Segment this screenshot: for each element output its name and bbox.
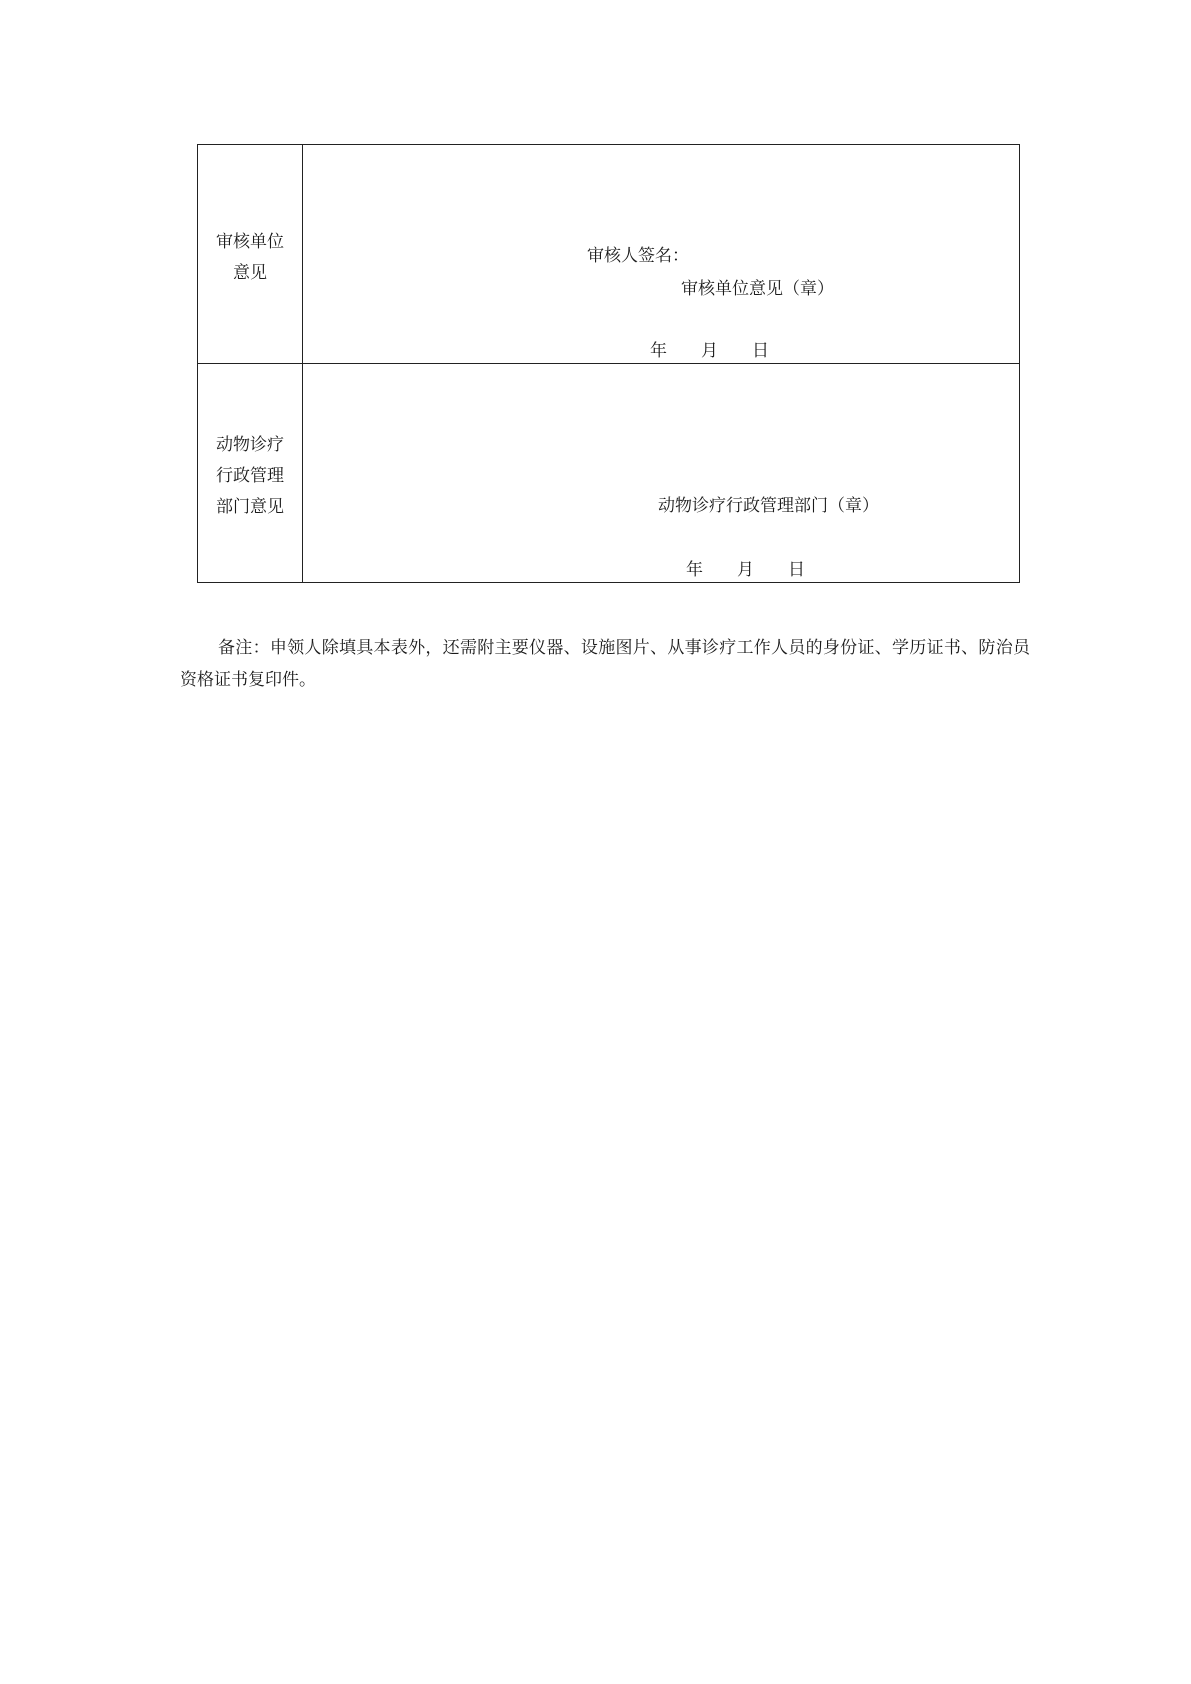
review-unit-label: 审核单位 意见 bbox=[216, 232, 284, 283]
remarks-note: 备注：申领人除填具本表外，还需附主要仪器、设施图片、从事诊疗工作人员的身份证、学历证书、防治员资格证书复印件。 bbox=[180, 638, 1030, 690]
approval-opinion-table bbox=[197, 144, 1020, 583]
review-unit-label-cell bbox=[198, 145, 303, 364]
admin-date-label: 年 月 日 bbox=[686, 560, 805, 580]
admin-dept-opinion-row bbox=[198, 364, 1020, 583]
reviewer-signature-label: 审核人签名： bbox=[587, 246, 689, 266]
review-unit-opinion-row bbox=[198, 145, 1020, 364]
admin-dept-label: 动物诊疗 行政管理 部门意见 bbox=[216, 435, 284, 517]
review-unit-stamp-label: 审核单位意见（章） bbox=[681, 279, 834, 299]
review-date-label: 年 月 日 bbox=[650, 341, 769, 361]
admin-dept-label-cell bbox=[198, 364, 303, 583]
review-unit-opinion-cell[interactable] bbox=[303, 145, 1020, 364]
admin-dept-opinion-cell[interactable] bbox=[303, 364, 1020, 583]
admin-dept-stamp-label: 动物诊疗行政管理部门（章） bbox=[658, 496, 879, 516]
